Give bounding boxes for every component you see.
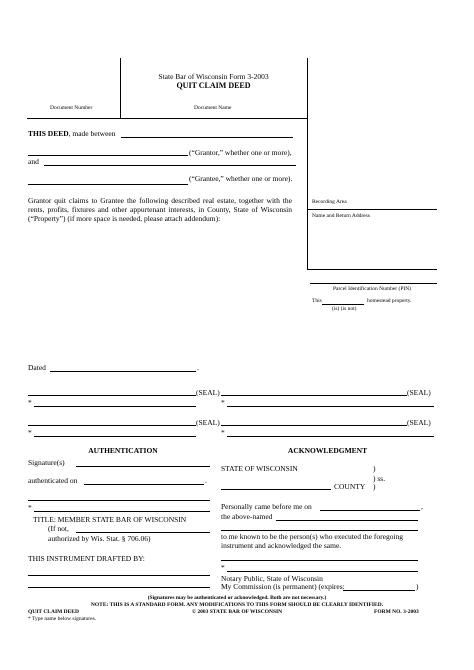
signatures-label: Signature(s): [28, 458, 65, 467]
acknowledgment-heading: ACKNOWLEDGMENT: [287, 446, 368, 455]
grantor-line-2[interactable]: [28, 155, 188, 156]
auth-name-line[interactable]: [34, 511, 210, 512]
and-label: and: [28, 157, 39, 166]
dated-line[interactable]: [50, 371, 196, 372]
dated-label: Dated: [28, 363, 46, 372]
above-named-line[interactable]: [276, 520, 418, 521]
signature-line-1[interactable]: [28, 395, 196, 396]
this-label: This: [312, 298, 322, 304]
known-text: to me known to be the person(s) who executed the foregoing instrument and acknowledged the same.: [221, 532, 404, 550]
star-4: *: [221, 428, 225, 437]
this-deed-label: THIS DEED: [28, 129, 69, 138]
county-line[interactable]: [221, 489, 331, 490]
drafted-line-2[interactable]: [28, 587, 210, 588]
homestead-label: homestead property.: [367, 298, 412, 304]
dated-period: .: [197, 363, 199, 372]
document-number-label: Document Number: [50, 105, 93, 111]
deed-intro: [28, 129, 116, 138]
document-title: QUIT CLAIM DEED: [176, 81, 251, 90]
state-label: STATE OF WISCONSIN: [221, 464, 298, 473]
made-between-label: , made between: [68, 129, 116, 138]
above-named-line-2[interactable]: [221, 530, 418, 531]
homestead-blank[interactable]: [322, 304, 364, 305]
standard-form-note: NOTE: THIS IS A STANDARD FORM. ANY MODIFICATIONS TO THIS FORM SHOULD BE CLEARLY IDENTIFIED.: [90, 602, 384, 608]
commission-label: My Commission (is permanent) (expires:: [221, 582, 345, 591]
recording-area-label: Recording Area: [312, 199, 347, 205]
if-not-line[interactable]: [76, 532, 210, 533]
pin-label: Parcel Identification Number (PIN): [332, 286, 412, 292]
notary-label: Notary Public, State of Wisconsin: [221, 574, 323, 583]
signature-line-2[interactable]: [221, 395, 407, 396]
grantor-note: (“Grantor,” whether one or more),: [189, 148, 292, 157]
notary-name-line[interactable]: [227, 571, 418, 572]
auth-period: .: [205, 476, 207, 485]
name-line-2[interactable]: [227, 406, 434, 407]
name-line-4[interactable]: [227, 436, 434, 437]
seal-label-2: (SEAL): [407, 388, 431, 397]
recording-area-rule: [307, 209, 437, 210]
paren-2: ): [373, 482, 376, 491]
seal-label-4: (SEAL): [407, 418, 431, 427]
pin-line[interactable]: [310, 283, 437, 284]
commission-close: ): [416, 582, 419, 591]
seal-label-1: (SEAL): [196, 388, 220, 397]
title-member-label: TITLE: MEMBER STATE BAR OF WISCONSIN: [33, 515, 187, 524]
authentication-heading: AUTHENTICATION: [88, 446, 158, 455]
grantee-line-1[interactable]: [44, 165, 296, 166]
authorized-label: authorized by Wis. Stat. § 706.06): [48, 534, 151, 543]
footer-left: QUIT CLAIM DEED: [28, 609, 79, 615]
came-before-comma: ,: [421, 502, 423, 511]
footer-right: FORM NO. 3-2003: [374, 609, 419, 615]
grantee-note: (“Grantee,” whether one or more).: [189, 174, 293, 183]
commission-line[interactable]: [343, 590, 415, 591]
authenticated-on-line[interactable]: [84, 484, 204, 485]
paren-1: ): [373, 464, 376, 473]
name-line-1[interactable]: [34, 406, 196, 407]
above-named-label: the above-named: [221, 512, 273, 521]
if-not-label: (If not,: [48, 524, 69, 533]
came-before-label: Personally came before me on: [221, 502, 312, 511]
notary-star: *: [221, 563, 225, 572]
document-name-label: Document Name: [194, 105, 232, 111]
form-title: State Bar of Wisconsin Form 3-2003: [158, 72, 269, 81]
notary-signature-line[interactable]: [221, 560, 418, 561]
seal-label-3: (SEAL): [196, 418, 220, 427]
is-not-label: (is) (is not): [332, 306, 357, 312]
ss-label: ) ss.: [373, 474, 386, 483]
name-return-label: Name and Return Address: [312, 213, 370, 219]
footer-center: © 2003 STATE BAR OF WISCONSIN: [191, 609, 283, 615]
claim-text: Grantor quit claims to Grantee the following described real estate, together with the rents, profits, fixtures and other appurtenant interests, in County, State of Wisconsin (“Property”) (if more space is needed, please attach addendum):: [28, 196, 292, 223]
auth-star: *: [28, 503, 32, 512]
sig-note: (Signatures may be authenticated or acknowledged. Both are not necessary.): [147, 595, 327, 601]
header-rule: [27, 118, 307, 119]
authenticated-on-label: authenticated on: [28, 476, 78, 485]
county-label: COUNTY: [334, 482, 366, 491]
drafted-line-1[interactable]: [28, 575, 210, 576]
signature-line-3[interactable]: [28, 425, 196, 426]
signatures-line[interactable]: [76, 466, 210, 467]
name-line-3[interactable]: [34, 436, 196, 437]
signature-line-4[interactable]: [221, 425, 407, 426]
grantor-line-1[interactable]: [121, 137, 293, 138]
star-1: *: [28, 398, 32, 407]
star-2: *: [221, 398, 225, 407]
auth-signature-line[interactable]: [28, 500, 210, 501]
header-right-border: [307, 58, 308, 270]
grantee-line-2[interactable]: [28, 184, 188, 185]
drafted-by-label: THIS INSTRUMENT DRAFTED BY:: [28, 554, 145, 563]
star-3: *: [28, 428, 32, 437]
came-before-line[interactable]: [320, 510, 420, 511]
type-name-note: * Type name below signatures.: [28, 616, 97, 622]
return-box-bottom: [307, 269, 437, 270]
